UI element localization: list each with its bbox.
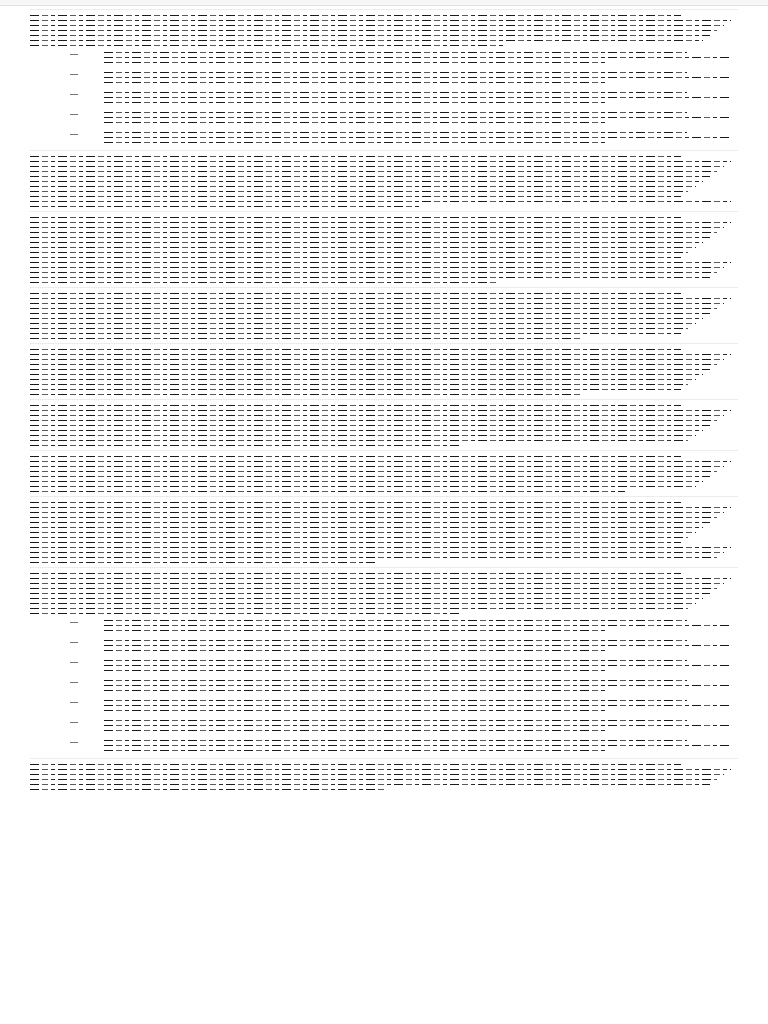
- text-line: [30, 328, 688, 329]
- bullet-dash-icon: [70, 114, 78, 115]
- section-text-lines: [30, 346, 738, 395]
- text-line: [30, 25, 724, 26]
- text-line: [30, 171, 717, 172]
- text-line: [30, 598, 703, 599]
- bullet-dash-icon: [70, 94, 78, 95]
- text-line: [104, 122, 605, 123]
- text-line: [30, 181, 703, 182]
- bullet-dash-icon: [70, 742, 78, 743]
- text-line: [30, 262, 731, 263]
- bullet-dash-icon: [70, 622, 78, 623]
- text-line: [30, 379, 696, 380]
- text-line: [30, 537, 688, 538]
- text-line: [104, 740, 687, 741]
- text-line: [30, 445, 462, 446]
- text-line: [104, 142, 605, 143]
- text-line: [30, 354, 731, 355]
- text-line: [104, 685, 732, 686]
- text-line: [104, 665, 732, 666]
- text-line: [30, 517, 717, 518]
- bullet-text-lines: [104, 130, 738, 147]
- bullet-text-lines: [104, 110, 738, 127]
- text-line: [30, 237, 710, 238]
- text-line: [30, 293, 681, 294]
- text-line: [30, 303, 724, 304]
- text-line: [104, 102, 605, 103]
- text-line: [30, 374, 703, 375]
- text-line: [30, 30, 717, 31]
- bullet-dash-icon: [70, 662, 78, 663]
- text-line: [30, 313, 710, 314]
- text-line: [30, 466, 724, 467]
- text-line: [30, 547, 731, 548]
- text-line: [30, 15, 681, 16]
- text-line: [30, 349, 681, 350]
- text-line: [30, 613, 462, 614]
- text-line: [104, 705, 732, 706]
- text-line: [104, 72, 687, 73]
- text-line: [104, 710, 605, 711]
- text-line: [30, 588, 717, 589]
- bullet-item: [70, 50, 738, 67]
- bullet-item: [70, 658, 738, 675]
- bullet-item: [70, 618, 738, 635]
- bullet-item: [70, 90, 738, 107]
- bullet-text-lines: [104, 50, 738, 67]
- section-text-lines: [30, 570, 738, 614]
- bullet-dash-icon: [70, 702, 78, 703]
- section-text-lines: [30, 499, 738, 563]
- bullet-list: [70, 50, 738, 147]
- text-line: [30, 562, 377, 563]
- text-line: [104, 77, 732, 78]
- text-line: [30, 176, 710, 177]
- text-line: [30, 415, 724, 416]
- bullet-item: [70, 718, 738, 735]
- bullet-item: [70, 70, 738, 87]
- bullet-dash-icon: [70, 134, 78, 135]
- text-line: [30, 161, 731, 162]
- text-line: [104, 660, 687, 661]
- bullet-item: [70, 638, 738, 655]
- section-text-lines: [30, 214, 738, 283]
- text-line: [30, 764, 681, 765]
- bullet-item: [70, 110, 738, 127]
- text-line: [104, 52, 687, 53]
- text-line: [104, 690, 605, 691]
- text-line: [30, 573, 681, 574]
- text-line: [30, 257, 681, 258]
- document-section: [30, 9, 738, 147]
- document-section: [30, 399, 738, 446]
- text-line: [30, 425, 710, 426]
- text-line: [104, 625, 732, 626]
- text-line: [30, 578, 731, 579]
- document-section: [30, 150, 738, 207]
- text-line: [30, 206, 419, 207]
- text-line: [30, 542, 681, 543]
- text-line: [30, 389, 681, 390]
- text-line: [30, 191, 688, 192]
- text-line: [30, 583, 724, 584]
- text-line: [30, 481, 703, 482]
- text-line: [30, 784, 710, 785]
- text-line: [30, 298, 731, 299]
- text-line: [104, 82, 605, 83]
- document-page: [30, 6, 738, 1024]
- section-text-lines: [30, 153, 738, 207]
- bullet-text-lines: [104, 718, 738, 735]
- text-line: [30, 323, 696, 324]
- text-line: [30, 267, 724, 268]
- text-line: [104, 92, 687, 93]
- section-text-lines: [30, 402, 738, 446]
- section-text-lines: [30, 290, 738, 339]
- text-line: [30, 405, 681, 406]
- text-line: [30, 603, 696, 604]
- text-line: [30, 491, 625, 492]
- text-line: [104, 57, 732, 58]
- text-line: [30, 507, 731, 508]
- text-line: [30, 410, 731, 411]
- text-line: [30, 512, 724, 513]
- text-line: [30, 232, 717, 233]
- text-line: [30, 384, 688, 385]
- text-line: [30, 282, 497, 283]
- text-line: [30, 186, 696, 187]
- text-line: [104, 750, 605, 751]
- bullet-item: [70, 678, 738, 695]
- text-line: [30, 333, 681, 334]
- text-line: [30, 527, 703, 528]
- text-line: [30, 532, 696, 533]
- text-line: [30, 420, 717, 421]
- text-line: [104, 700, 687, 701]
- text-line: [30, 552, 724, 553]
- document-section: [30, 567, 738, 755]
- bullet-item: [70, 738, 738, 755]
- text-line: [30, 20, 731, 21]
- text-line: [30, 196, 681, 197]
- bullet-text-lines: [104, 698, 738, 715]
- text-line: [30, 471, 717, 472]
- text-line: [30, 461, 731, 462]
- section-text-lines: [30, 761, 738, 790]
- bullet-dash-icon: [70, 74, 78, 75]
- text-line: [30, 430, 703, 431]
- text-line: [30, 789, 384, 790]
- document-section: [30, 758, 738, 790]
- bullet-dash-icon: [70, 682, 78, 683]
- text-line: [104, 745, 732, 746]
- text-line: [30, 156, 681, 157]
- text-line: [30, 318, 703, 319]
- text-line: [30, 476, 710, 477]
- text-line: [30, 769, 731, 770]
- text-line: [30, 456, 681, 457]
- text-line: [30, 272, 717, 273]
- text-line: [30, 338, 582, 339]
- text-line: [30, 222, 731, 223]
- bullet-dash-icon: [70, 722, 78, 723]
- section-text-lines: [30, 12, 738, 46]
- bullet-dash-icon: [70, 642, 78, 643]
- text-line: [30, 369, 710, 370]
- text-line: [30, 242, 703, 243]
- section-text-lines: [30, 453, 738, 492]
- text-line: [30, 201, 731, 202]
- text-line: [104, 720, 687, 721]
- text-line: [30, 35, 710, 36]
- text-line: [30, 608, 688, 609]
- text-line: [30, 779, 717, 780]
- text-line: [30, 774, 724, 775]
- text-line: [104, 640, 687, 641]
- text-line: [30, 364, 717, 365]
- text-line: [30, 45, 504, 46]
- text-line: [30, 522, 710, 523]
- bullet-text-lines: [104, 658, 738, 675]
- bullet-item: [70, 130, 738, 147]
- text-line: [104, 725, 732, 726]
- text-line: [104, 97, 732, 98]
- text-line: [30, 593, 710, 594]
- text-line: [104, 620, 687, 621]
- bullet-text-lines: [104, 638, 738, 655]
- text-line: [30, 359, 724, 360]
- text-line: [104, 650, 605, 651]
- text-line: [30, 247, 696, 248]
- text-line: [30, 435, 696, 436]
- bullet-dash-icon: [70, 54, 78, 55]
- text-line: [104, 730, 605, 731]
- document-body: [30, 9, 738, 790]
- text-line: [30, 486, 696, 487]
- text-line: [104, 132, 687, 133]
- text-line: [104, 137, 732, 138]
- text-line: [30, 166, 724, 167]
- bullet-text-lines: [104, 618, 738, 635]
- text-line: [30, 217, 681, 218]
- document-section: [30, 287, 738, 339]
- bullet-text-lines: [104, 70, 738, 87]
- text-line: [30, 308, 717, 309]
- document-section: [30, 211, 738, 283]
- text-line: [104, 112, 687, 113]
- text-line: [30, 502, 681, 503]
- text-line: [30, 440, 688, 441]
- document-section: [30, 496, 738, 563]
- text-line: [30, 277, 710, 278]
- text-line: [30, 557, 717, 558]
- text-line: [104, 670, 605, 671]
- text-line: [30, 40, 703, 41]
- document-section: [30, 450, 738, 492]
- text-line: [30, 227, 724, 228]
- bullet-text-lines: [104, 90, 738, 107]
- text-line: [104, 630, 605, 631]
- text-line: [30, 252, 688, 253]
- text-line: [104, 645, 732, 646]
- text-line: [30, 394, 582, 395]
- bullet-text-lines: [104, 678, 738, 695]
- bullet-text-lines: [104, 738, 738, 755]
- bullet-list: [70, 618, 738, 755]
- document-section: [30, 343, 738, 395]
- text-line: [104, 117, 732, 118]
- text-line: [104, 62, 605, 63]
- text-line: [104, 680, 687, 681]
- bullet-item: [70, 698, 738, 715]
